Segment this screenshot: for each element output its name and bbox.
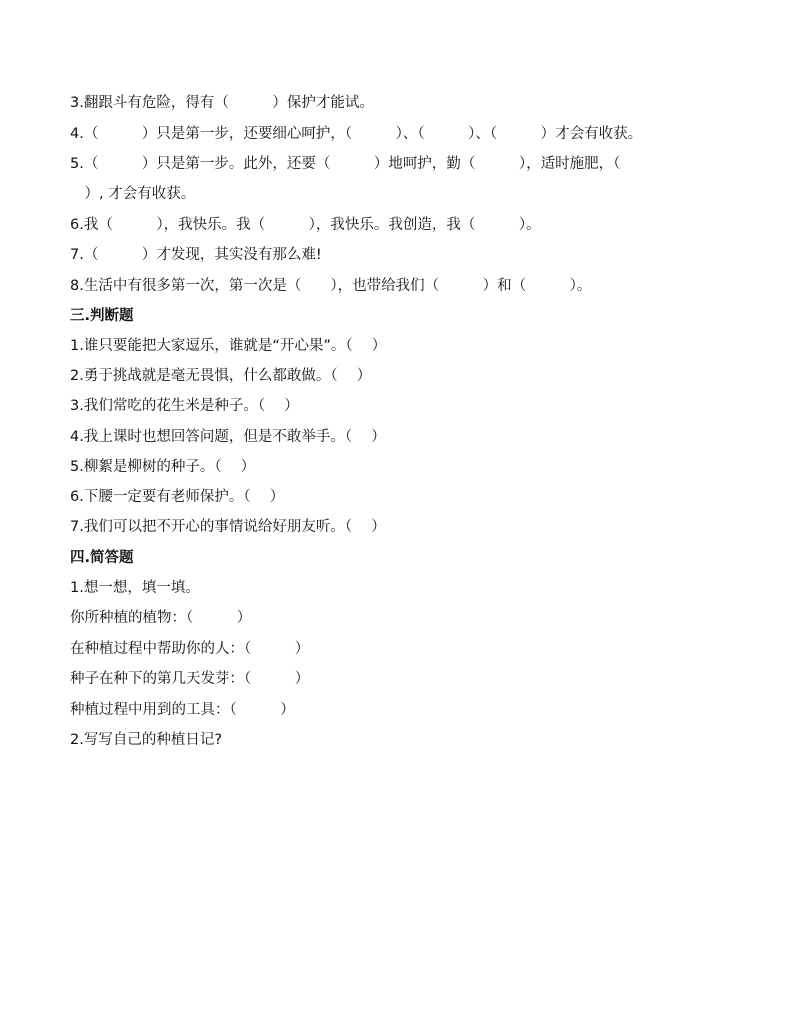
fill-blank-question-5: 5.（ ）只是第一步。此外，还要（ ）地呵护，勤（ ），适时施肥，（ (70, 156, 621, 172)
short-answer-helper: 在种植过程中帮助你的人：（ ） (70, 641, 310, 657)
fill-blank-question-4: 4.（ ）只是第一步，还要细心呵护，（ ）、（ ）、（ ）才会有收获。 (70, 126, 643, 142)
fill-blank-question-3: 3.翻跟斗有危险，得有（ ）保护才能试。 (70, 95, 374, 111)
fill-blank-question-5-continued: ）, 才会有收获。 (70, 186, 196, 202)
true-false-section-title: 三.判断题 (70, 308, 134, 324)
true-false-question-1: 1.谁只要能把大家逗乐，谁就是“开心果”。（ ） (70, 338, 387, 354)
true-false-question-7: 7.我们可以把不开心的事情说给好朋友听。（ ） (70, 519, 386, 535)
true-false-question-6: 6.下腰一定要有老师保护。（ ） (70, 489, 285, 505)
true-false-question-4: 4.我上课时也想回答问题，但是不敢举手。（ ） (70, 429, 386, 445)
fill-blank-question-7: 7.（ ）才发现，其实没有那么难! (70, 247, 322, 263)
short-answer-tools: 种植过程中用到的工具：（ ） (70, 702, 295, 718)
short-answer-section-title: 四.简答题 (70, 550, 134, 566)
true-false-question-2: 2.勇于挑战就是毫无畏惧，什么都敢做。（ ） (70, 368, 372, 384)
fill-blank-question-8: 8.生活中有很多第一次，第一次是（ ），也带给我们（ ）和（ ）。 (70, 278, 592, 294)
true-false-question-3: 3.我们常吃的花生米是种子。（ ） (70, 398, 299, 414)
short-answer-plant: 你所种植的植物：（ ） (70, 610, 252, 626)
short-answer-question-2: 2.写写自己的种植日记? (70, 732, 223, 748)
short-answer-question-1: 1.想一想，填一填。 (70, 580, 200, 596)
true-false-question-5: 5.柳絮是柳树的种子。（ ） (70, 459, 256, 475)
fill-blank-question-6: 6.我（ ），我快乐。我（ ），我快乐。我创造，我（ ）。 (70, 217, 541, 233)
short-answer-sprout-day: 种子在种下的第几天发芽：（ ） (70, 671, 310, 687)
